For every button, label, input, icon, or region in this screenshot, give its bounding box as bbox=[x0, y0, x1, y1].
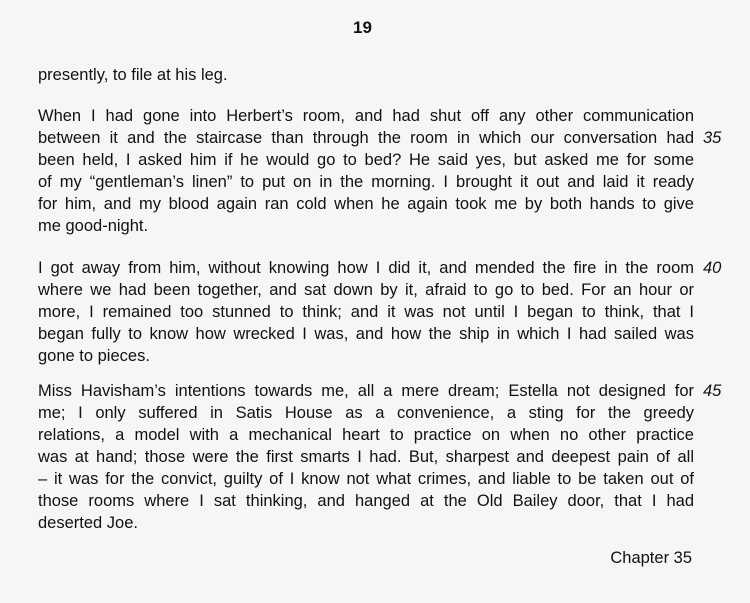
line-number: 40 bbox=[703, 259, 722, 277]
line-number: 45 bbox=[703, 382, 722, 400]
text-line: those rooms where I sat thinking, and hanged at the Old Bailey door, that I had bbox=[38, 492, 694, 510]
text-line: – it was for the convict, guilty of I know not what crimes, and liable to be taken out of bbox=[38, 470, 694, 488]
text-line: began fully to know how wrecked I was, and how the ship in which I had sailed was bbox=[38, 325, 694, 343]
chapter-reference: Chapter 35 bbox=[610, 549, 692, 567]
text-line: for him, and my blood again ran cold when he again took me by both hands to give bbox=[38, 195, 694, 213]
text-line: been held, I asked him if he would go to bed? He said yes, but asked me for some bbox=[38, 151, 694, 169]
text-line: of my “gentleman’s linen” to put on in the morning. I brought it out and laid it ready bbox=[38, 173, 694, 191]
text-line: Miss Havisham’s intentions towards me, all a mere dream; Estella not designed for bbox=[38, 382, 694, 400]
text-line: presently, to file at his leg. bbox=[38, 66, 228, 84]
text-line: me; I only suffered in Satis House as a convenience, a sting for the greedy bbox=[38, 404, 694, 422]
text-line: deserted Joe. bbox=[38, 514, 138, 532]
text-line: gone to pieces. bbox=[38, 347, 150, 365]
text-line: When I had gone into Herbert’s room, and had shut off any other communication bbox=[38, 107, 694, 125]
text-line: was at hand; those were the first smarts I had. But, sharpest and deepest pain of all bbox=[38, 448, 694, 466]
text-line: relations, a model with a mechanical heart to practice on when no other practice bbox=[38, 426, 694, 444]
text-line: I got away from him, without knowing how I did it, and mended the fire in the room bbox=[38, 259, 694, 277]
text-line: where we had been together, and sat down by it, afraid to go to bed. For an hour or bbox=[38, 281, 694, 299]
page-number: 19 bbox=[353, 18, 372, 37]
text-line: me good-night. bbox=[38, 217, 149, 235]
text-line: between it and the staircase than through the room in which our conversation had bbox=[38, 129, 694, 147]
line-number: 35 bbox=[703, 129, 722, 147]
text-line: more, I remained too stunned to think; and it was not until I began to think, that I bbox=[38, 303, 694, 321]
